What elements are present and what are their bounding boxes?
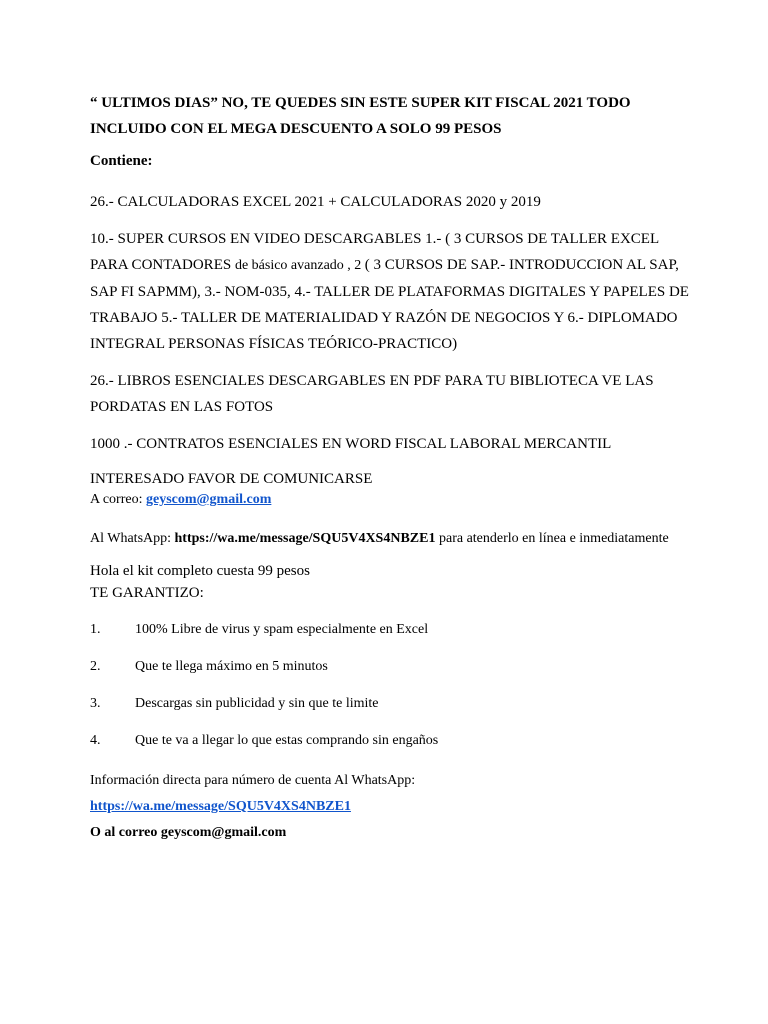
promo-title: “ ULTIMOS DIAS” NO, TE QUEDES SIN ESTE SUPER KIT FISCAL 2021 TODO INCLUIDO CON EL MEGA DESCUENTO A SOLO 99 PESOS (90, 95, 631, 137)
list-number: 2. (90, 659, 101, 674)
list-item (90, 620, 700, 640)
email-label: A correo: (90, 492, 146, 507)
list-item (90, 731, 700, 751)
whatsapp-suffix: para atenderlo en línea e inmediatamente (435, 531, 669, 546)
whatsapp-url: https://wa.me/message/SQU5V4XS4NBZE1 (174, 531, 436, 546)
footer-info: Información directa para número de cuenta Al WhatsApp: (90, 773, 416, 788)
list-item (90, 657, 700, 677)
cursos-text-2: ( 3 CURSOS DE SAP.- INTRODUCCION AL SAP, SAP FI SAPMM), 3.- NOM-035, 4.- TALLER DE PLATAFORMAS DIGITALES Y PAPELES DE TRABAJO 5.- TALLER DE MATERIALIDAD Y RAZÓN DE NEGOCIOS Y 6.- DIPLOMADO INTEGRAL PERSONAS FÍSICAS TEÓRICO-PRACTICO) (90, 257, 689, 352)
list-text: Que te va a llegar lo que estas comprando sin engaños (135, 733, 439, 748)
contains-label: Contiene: (90, 153, 153, 169)
list-item (90, 694, 700, 714)
item-cursos (90, 226, 700, 357)
footer-email: O al correo geyscom@gmail.com (90, 825, 287, 840)
contact-heading: INTERESADO FAVOR DE COMUNICARSE (90, 471, 373, 487)
document-page (90, 90, 700, 846)
cursos-text-1: 10.- SUPER CURSOS EN VIDEO DESCARGABLES 1.- ( 3 CURSOS DE TALLER EXCEL PARA CONTADORES (90, 231, 659, 273)
footer-link-line (90, 794, 700, 820)
list-text: Que te llega máximo en 5 minutos (135, 659, 328, 674)
guarantee-list (90, 620, 700, 751)
list-number: 3. (90, 696, 101, 711)
email-link[interactable]: geyscom@gmail.com (145, 492, 272, 507)
item-contratos: 1000 .- CONTRATOS ESENCIALES EN WORD FISCAL LABORAL MERCANTIL (90, 436, 612, 452)
whatsapp-line (90, 526, 700, 552)
list-text: 100% Libre de virus y spam especialmente en Excel (135, 622, 429, 637)
guarantee-label: TE GARANTIZO: (90, 585, 204, 601)
price-line: Hola el kit completo cuesta 99 pesos (90, 563, 310, 579)
footer-whatsapp-link[interactable]: https://wa.me/message/SQU5V4XS4NBZE1 (90, 799, 351, 814)
list-number: 1. (90, 622, 101, 637)
email-line (90, 490, 700, 510)
item-libros: 26.- LIBROS ESENCIALES DESCARGABLES EN PDF PARA TU BIBLIOTECA VE LAS PORDATAS EN LAS FOTOS (90, 373, 654, 415)
list-number: 4. (90, 733, 101, 748)
cursos-text-small: de básico avanzado , 2 (234, 258, 365, 273)
list-text: Descargas sin publicidad y sin que te limite (135, 696, 379, 711)
item-calculadoras: 26.- CALCULADORAS EXCEL 2021 + CALCULADORAS 2020 y 2019 (90, 194, 541, 210)
whatsapp-label: Al WhatsApp: (90, 531, 175, 546)
